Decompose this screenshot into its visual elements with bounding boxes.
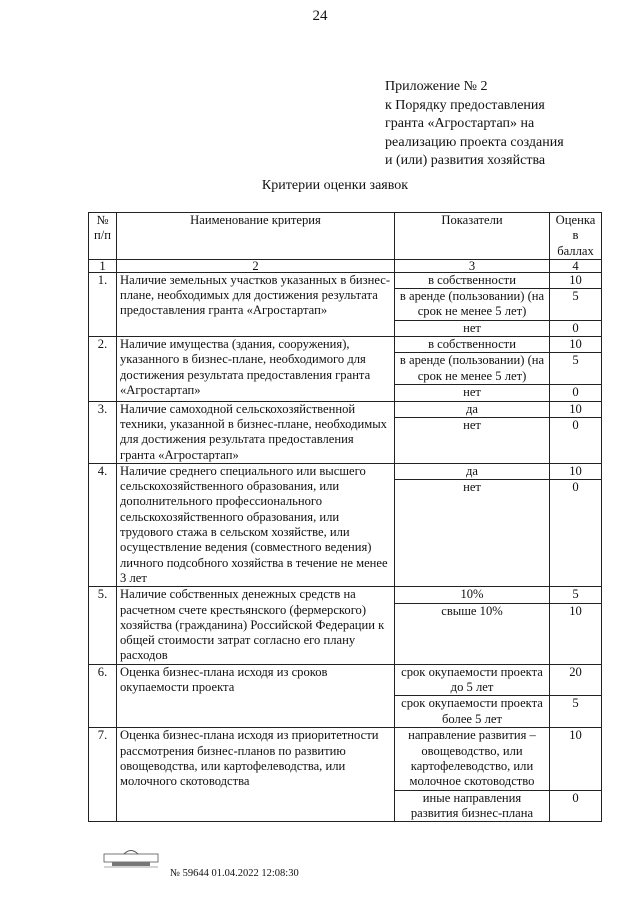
score: 10	[550, 728, 602, 790]
score: 10	[550, 272, 602, 288]
score: 5	[550, 696, 602, 728]
registration-number: № 59644 01.04.2022 12:08:30	[170, 868, 299, 879]
criterion-name: Наличие земельных участков указанных в бизнес-плане, необходимых для достижения результата предоставления гранта «Агростартап»	[117, 272, 395, 336]
criterion-name: Оценка бизнес-плана исходя из приоритетности рассмотрения бизнес-планов по развитию овощеводства, или картофелеводства, или молочного скотоводства	[117, 728, 395, 822]
table-row	[89, 587, 602, 604]
table-row	[89, 337, 602, 353]
criterion-number: 4.	[89, 463, 117, 586]
header-num: № п/п	[89, 213, 117, 260]
document-title: Критерии оценки заявок	[261, 178, 409, 193]
indicator: в аренде (пользовании) (на срок не менее 5 лет)	[395, 353, 550, 385]
col-number: 4	[550, 259, 602, 272]
col-number: 1	[89, 259, 117, 272]
appendix-line: и (или) развития хозяйства	[385, 153, 546, 168]
score: 0	[550, 385, 602, 401]
score: 5	[550, 587, 602, 604]
appendix-line: реализацию проекта создания	[385, 134, 564, 150]
score: 10	[550, 463, 602, 479]
criterion-name: Наличие среднего специального или высшего сельскохозяйственного образования, или дополнительного профессионального сельскохозяйственного образования, или трудового стажа в сельском хозяйстве, или осуществление ведения (совместного ведения) личного подсобного хозяйства в течение не менее 3 лет	[117, 463, 395, 586]
score: 10	[550, 337, 602, 353]
indicator: нет	[395, 320, 550, 336]
appendix-line: Приложение № 2	[385, 79, 488, 94]
score: 0	[550, 790, 602, 822]
criteria-table	[88, 212, 602, 822]
criterion-number: 7.	[89, 728, 117, 822]
table-row	[89, 272, 602, 288]
indicator: в аренде (пользовании) (на срок не менее 5 лет)	[395, 289, 550, 321]
criterion-name: Наличие имущества (здания, сооружения), указанного в бизнес-плане, необходимого для достижения результата предоставления гранта «Агростартап»	[117, 337, 395, 402]
indicator: нет	[395, 385, 550, 401]
page-number: 24	[312, 8, 328, 24]
emblem-stamp-icon	[102, 846, 160, 868]
criterion-number: 2.	[89, 337, 117, 402]
table-row	[89, 664, 602, 696]
indicator: нет	[395, 418, 550, 464]
indicator: срок окупаемости проекта до 5 лет	[395, 664, 550, 696]
indicator: в собственности	[395, 272, 550, 288]
criterion-number: 6.	[89, 664, 117, 728]
score: 0	[550, 418, 602, 464]
score: 10	[550, 603, 602, 664]
indicator: 10%	[395, 587, 550, 604]
appendix-line: к Порядку предоставления	[385, 97, 545, 113]
score: 5	[550, 353, 602, 385]
score: 20	[550, 664, 602, 696]
indicator: иные направления развития бизнес-плана	[395, 790, 550, 822]
appendix-line: гранта «Агростартап» на	[385, 116, 535, 131]
criterion-name: Оценка бизнес-плана исходя из сроков окупаемости проекта	[117, 664, 395, 728]
indicator: направление развития – овощеводство, или картофелеводство, или молочное скотоводство	[395, 728, 550, 790]
indicator: срок окупаемости проекта более 5 лет	[395, 696, 550, 728]
appendix-note	[385, 78, 564, 171]
indicator: нет	[395, 480, 550, 587]
header-indicators: Показатели	[395, 213, 550, 260]
table-row	[89, 463, 602, 479]
score: 5	[550, 289, 602, 321]
table-row	[89, 401, 602, 418]
header-score: Оценка в баллах	[550, 213, 602, 260]
header-criterion: Наименование критерия	[117, 213, 395, 260]
column-number-row	[89, 259, 602, 272]
criterion-number: 1.	[89, 272, 117, 336]
table-row	[89, 728, 602, 790]
criterion-name: Наличие самоходной сельскохозяйственной техники, указанной в бизнес-плане, необходимых для достижения результата предоставления гранта «Агростартап»	[117, 401, 395, 463]
score: 0	[550, 320, 602, 336]
col-number: 2	[117, 259, 395, 272]
criterion-name: Наличие собственных денежных средств на расчетном счете крестьянского (фермерского) хозяйства (гражданина) Российской Федерации к общей стоимости затрат согласно его плану расходов	[117, 587, 395, 664]
indicator: свыше 10%	[395, 603, 550, 664]
criterion-number: 3.	[89, 401, 117, 463]
indicator: в собственности	[395, 337, 550, 353]
score: 0	[550, 480, 602, 587]
indicator: да	[395, 463, 550, 479]
indicator: да	[395, 401, 550, 418]
header-row	[89, 213, 602, 260]
score: 10	[550, 401, 602, 418]
col-number: 3	[395, 259, 550, 272]
criterion-number: 5.	[89, 587, 117, 664]
